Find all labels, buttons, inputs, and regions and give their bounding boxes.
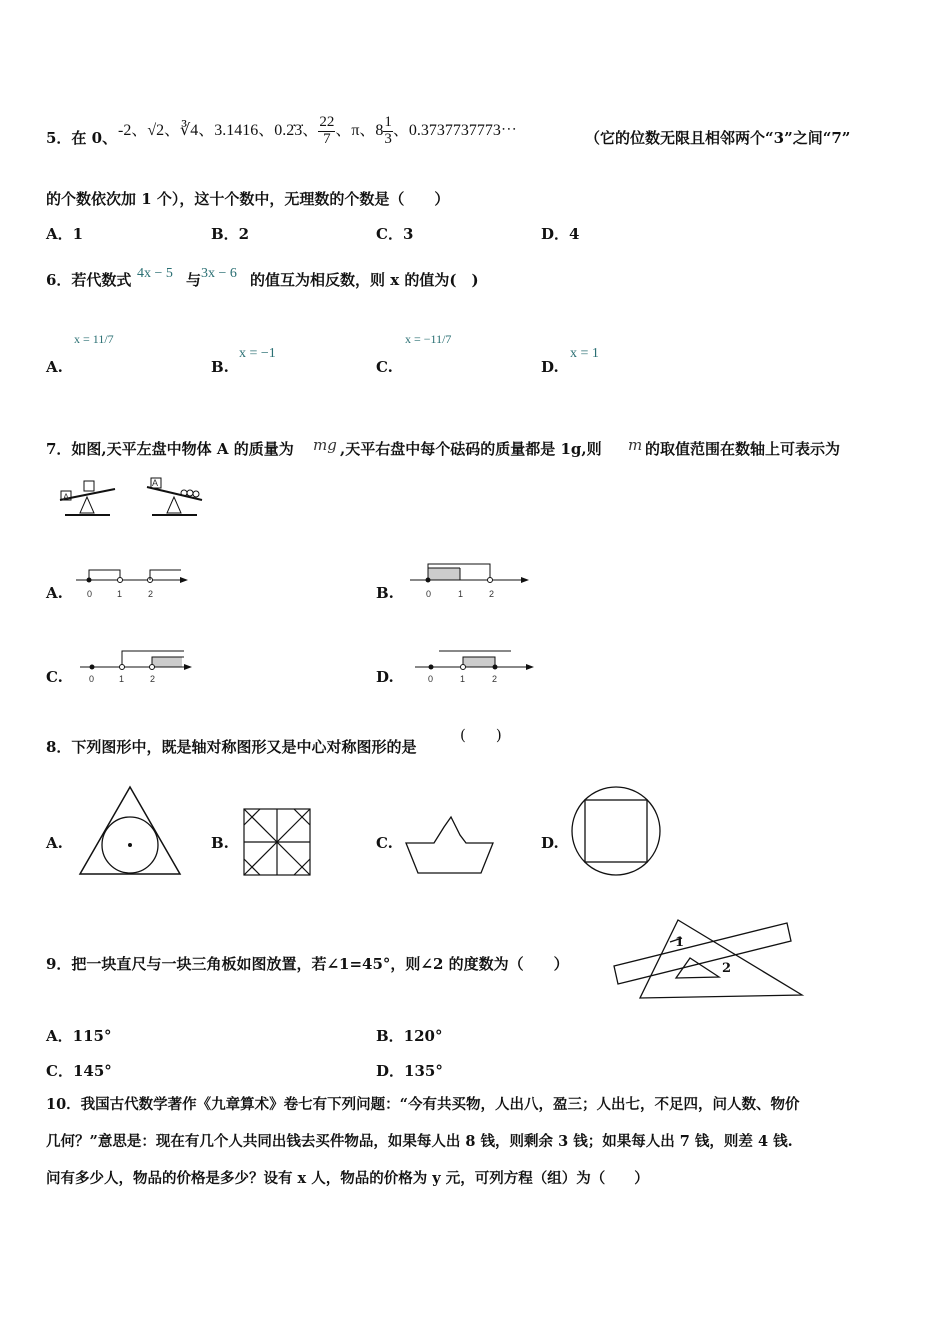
q7c-tick-0: 0 [89,674,95,684]
q7a-tick-1: 1 [117,589,123,599]
q7-var-m: m [628,436,643,454]
ruler-and-triangle-figure[interactable] [612,918,804,1000]
q5-numbers-text: -2、√2、∛4、3.1416、0.2̇3̇、 [118,121,319,139]
q9-option-a[interactable]: A．115° [46,1027,112,1045]
q8-label-c[interactable]: C. [376,834,393,852]
q6-expr2: 3x − 6 [201,266,237,281]
q5-frac-22-7 [318,115,335,148]
number-line-a[interactable] [76,562,196,602]
q5-option-c[interactable]: C．3 [376,225,414,243]
boat-figure[interactable] [404,815,496,875]
q5-frac1-den: 7 [323,130,331,147]
q7c-tick-2: 2 [150,674,156,684]
q5-frac1-num: 22 [319,114,335,130]
q5-numbers [118,115,517,148]
q5-prefix: 5．在 0、 [46,129,118,147]
q6-label-d[interactable]: D. [541,358,559,376]
q8-paren: ( ) [460,726,502,744]
q8-label-b[interactable]: B. [211,834,229,852]
angle-2-label: 2 [722,961,732,976]
q10-line3: 问有多少人，物品的价格是多少？设有 x 人，物品的价格为 y 元，可列方程（组）为（ ） [46,1170,649,1187]
q8-label-a[interactable]: A. [46,834,63,852]
q9-option-c[interactable]: C．145° [46,1062,112,1080]
q10-line2: 几何？”意思是：现在有几个人共同出钱去买件物品，如果每人出 8 钱，则剩余 3 钱；如果每人出 7 钱，则差 4 钱. [46,1133,793,1150]
q7-stem-a: 7．如图,天平左盘中物体 A 的质量为 [46,440,294,458]
pinwheel-figure[interactable] [243,808,311,876]
q5-option-a[interactable]: A．1 [46,225,84,243]
q7-label-a[interactable]: A. [46,584,63,602]
balance2-label: A [152,478,159,488]
q6-expr1: 4x − 5 [137,266,173,281]
q7-label-c[interactable]: C. [46,668,63,686]
angle-1-label: 1 [675,935,685,950]
q7d-tick-0: 0 [428,674,434,684]
number-line-c[interactable] [80,645,200,685]
q5-tail-text: 、0.3737737773⋯ [392,121,517,139]
q5-line2: 的个数依次加 1 个），这十个数中，无理数的个数是（ ） [46,190,450,208]
q7a-tick-2: 2 [148,589,154,599]
q7a-tick-0: 0 [87,589,93,599]
q8-stem: 8．下列图形中，既是轴对称图形又是中心对称图形的是 [46,738,417,756]
q7-label-d[interactable]: D. [376,668,394,686]
q7-stem-c: 的取值范围在数轴上可表示为 [645,440,841,458]
balance1-label: A [63,492,70,502]
q5-mid-text: 、π、8 [335,121,384,139]
q7b-tick-0: 0 [426,589,432,599]
q7d-tick-1: 1 [460,674,466,684]
q6-answer-b[interactable]: x = −1 [239,346,276,361]
q6-answer-d[interactable]: x = 1 [570,346,599,361]
q9-option-d[interactable]: D．135° [376,1062,443,1080]
q6-stem-c: 的值互为相反数，则 x 的值为( ) [250,271,479,289]
q6-label-b[interactable]: B. [211,358,229,376]
q5-frac2-num: 1 [384,114,392,130]
q7c-tick-1: 1 [119,674,125,684]
q5-option-d[interactable]: D．4 [541,225,580,243]
q7b-tick-2: 2 [489,589,495,599]
q6-stem-a: 6．若代数式 [46,271,132,289]
number-line-d[interactable] [415,645,540,685]
circle-with-square-figure[interactable] [570,785,662,877]
q10-line1: 10．我国古代数学著作《九章算术》卷七有下列问题：“今有共买物，人出八，盈三；人出七，不足四，问人数、物价 [46,1096,800,1113]
q6-answer-a[interactable]: x = 11/7 [74,332,114,346]
q7-var-mg: mg [313,436,337,454]
q8-label-d[interactable]: D. [541,834,559,852]
q6-label-c[interactable]: C. [376,358,393,376]
q5-note: （它的位数无限且相邻两个“3”之间“7” [585,129,851,147]
q6-answer-c[interactable]: x = −11/7 [405,332,452,346]
q5-frac-1-3 [383,115,393,148]
q7-stem-b: ,天平右盘中每个砝码的质量都是 1g,则 [340,440,602,458]
q6-label-a[interactable]: A. [46,358,63,376]
q5-option-b[interactable]: B．2 [211,225,250,243]
q9-option-b[interactable]: B．120° [376,1027,443,1045]
q5-frac2-den: 3 [384,130,392,147]
q6-stem-b: 与 [186,271,202,289]
q9-stem: 9．把一块直尺与一块三角板如图放置，若∠1=45°，则∠2 的度数为（ ） [46,955,569,973]
triangle-with-circle-figure[interactable] [78,785,183,877]
q7-label-b[interactable]: B. [376,584,394,602]
q7b-tick-1: 1 [458,589,464,599]
q7d-tick-2: 2 [492,674,498,684]
